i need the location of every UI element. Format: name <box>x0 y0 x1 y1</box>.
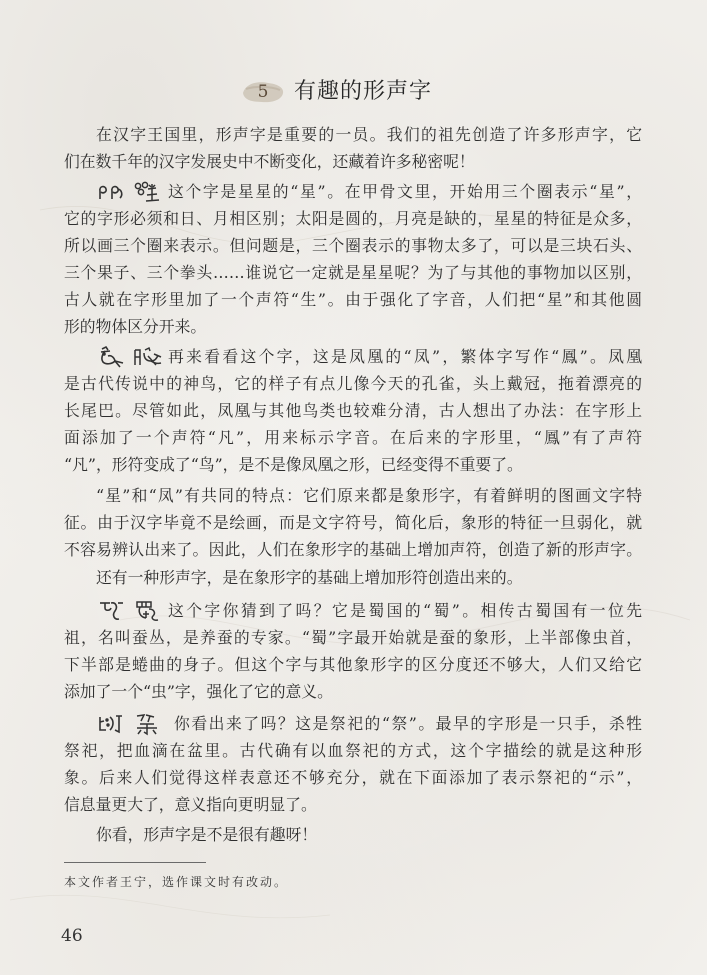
lesson-title: 有趣的形声字 <box>294 79 433 104</box>
ji-altar-glyph-icon <box>132 712 162 736</box>
paragraph-line: 所以画三个圈来表示。但问题是，三个圈表示的事物太多了，可以是三块石头、 <box>64 236 642 255</box>
feng-ancient-glyph-icon <box>96 345 126 369</box>
lesson-number-badge <box>240 77 286 107</box>
paragraph-line: 长尾巴。尽管如此，凤凰与其他鸟类也较难分清，古人想出了办法：在字形上 <box>64 401 642 420</box>
page-number: 46 <box>61 926 83 946</box>
paragraph-line: 再来看看这个字，这是凤凰的“凤”，繁体字写作“鳳”。凤凰 <box>168 347 642 366</box>
source-footnote: 本文作者王宁，选作课文时有改动。 <box>64 875 289 889</box>
paragraph-line: 添加了一个“虫”字，强化了它的意义。 <box>64 682 333 701</box>
paragraph-line: 祭祀，把血滴在盆里。古代确有以血祭祀的方式，这个字描绘的就是这种形 <box>64 741 642 760</box>
paragraph-line: 形的物体区分开来。 <box>64 317 207 336</box>
shu-insect-glyph-icon <box>132 599 162 623</box>
shu-ancient-glyph-icon <box>96 599 126 623</box>
xing-ancient-glyph-icon <box>96 181 126 203</box>
lesson-number: 5 <box>257 82 269 102</box>
feng-phonetic-glyph-icon <box>132 345 164 369</box>
paragraph-line: 信息量更大了，意义指向更明显了。 <box>64 795 317 814</box>
paragraph-line: 祖，名叫蚕丛，是养蚕的专家。“蜀”字最开始就是蚕的象形，上半部像虫首， <box>64 628 642 647</box>
footnote-divider <box>64 862 206 863</box>
lesson-heading <box>240 76 432 108</box>
ji-glyph-pair <box>96 711 166 737</box>
paragraph-line: 不容易辨认出来了。因此，人们在象形字的基础上增加声符，创造了新的形声字。 <box>64 540 642 559</box>
shu-glyph-pair <box>96 598 166 624</box>
feng-glyph-pair <box>96 344 166 370</box>
paragraph-line: 下半部是蜷曲的身子。但这个字与其他象形字的区分度还不够大，人们又给它 <box>64 655 642 674</box>
paragraph-line: 你看出来了吗？这是祭祀的“祭”。最早的字形是一只手，杀牲 <box>174 714 642 733</box>
paragraph-line: 古人就在字形里加了一个声符“生”。由于强化了字音，人们把“星”和其他圆 <box>64 290 642 309</box>
ji-ancient-glyph-icon <box>96 712 126 736</box>
xing-glyph-pair <box>96 179 166 205</box>
paragraph-line: 是古代传说中的神鸟，它的样子有点儿像今天的孔雀，头上戴冠，拖着漂亮的 <box>64 374 642 393</box>
paragraph-line: 象。后来人们觉得这样表意还不够充分，就在下面添加了表示祭祀的“示”， <box>64 768 642 787</box>
paragraph-line: 还有一种形声字，是在象形字的基础上增加形符创造出来的。 <box>96 568 523 587</box>
paragraph-line: 它的字形必须和日、月相区别；太阳是圆的，月亮是缺的，星星的特征是众多， <box>64 209 642 228</box>
paragraph-line: 这个字是星星的“星”。在甲骨文里，开始用三个圈表示“星”， <box>168 182 642 201</box>
xing-phonetic-glyph-icon <box>132 181 162 203</box>
paragraph-line: 们在数千年的汉字发展史中不断变化，还藏着许多秘密呢！ <box>64 152 475 171</box>
paragraph-line: 这个字你猜到了吗？它是蜀国的“蜀”。相传古蜀国有一位先 <box>168 601 642 620</box>
paragraph-line: 面添加了一个声符“凡”，用来标示字音。在后来的字形里，“鳳”有了声符 <box>64 428 642 447</box>
paragraph-line: 在汉字王国里，形声字是重要的一员。我们的祖先创造了许多形声字，它 <box>96 125 642 144</box>
paragraph-line: 三个果子、三个拳头……谁说它一定就是星星呢？为了与其他的事物加以区别， <box>64 263 642 282</box>
paragraph-line: 你看，形声字是不是很有趣呀！ <box>96 825 318 844</box>
paragraph-line: “星”和“凤”有共同的特点：它们原来都是象形字，有着鲜明的图画文字特 <box>96 486 642 505</box>
paragraph-line: 征。由于汉字毕竟不是绘画，而是文字符号，简化后，象形的特征一旦弱化，就 <box>64 513 642 532</box>
paragraph-line: “凡”，形符变成了“鸟”，是不是像凤凰之形，已经变得不重要了。 <box>64 455 523 474</box>
